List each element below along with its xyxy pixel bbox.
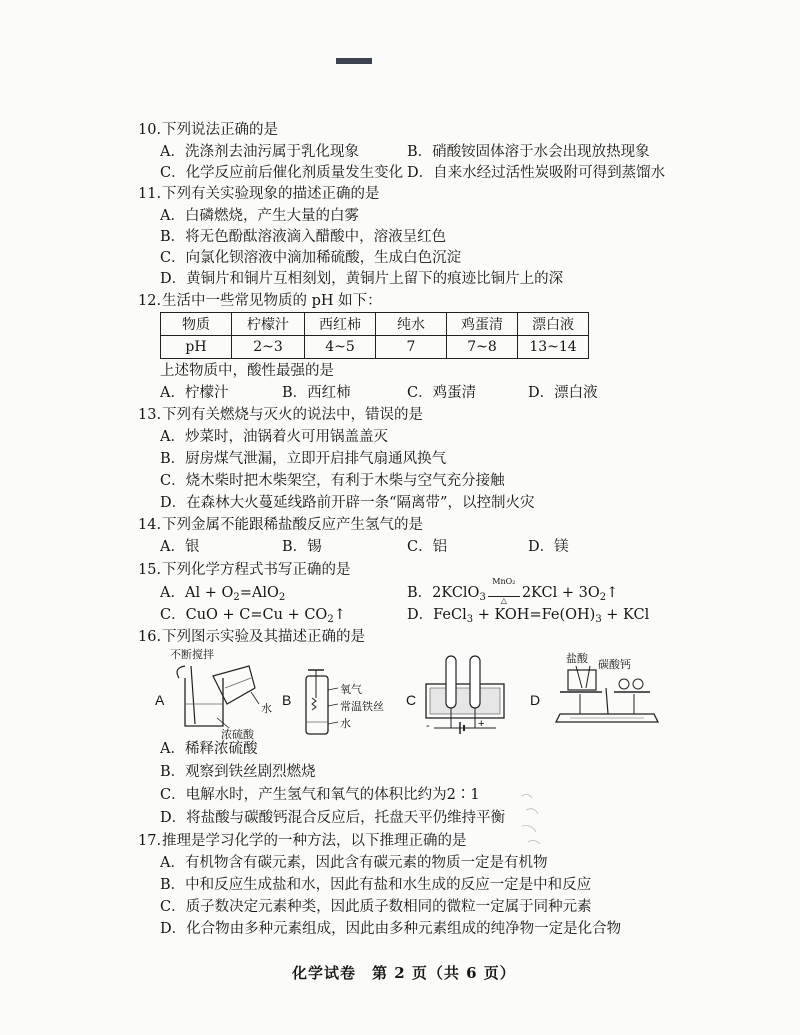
figure-a-stir-label: 不断搅拌 bbox=[170, 649, 214, 661]
q10-option-a: A．洗涤剂去油污属于乳化现象 bbox=[160, 144, 359, 160]
q14-option-c: C．铝 bbox=[407, 539, 448, 555]
q14-option-d: D．镁 bbox=[528, 539, 569, 555]
ph-table bbox=[160, 312, 589, 359]
table-cell: 纯水 bbox=[376, 313, 447, 336]
figure-a-water-label: 水 bbox=[261, 703, 272, 715]
table-cell: 2~3 bbox=[232, 336, 305, 359]
q15-option-d: D．FeCl$_3$ + $KOH=Fe(OH)_3$ + KCl bbox=[407, 607, 650, 625]
q16-option-c: C．电解水时，产生氢气和氧气的体积比约为2∶1 bbox=[160, 787, 480, 803]
table-cell: 鸡蛋清 bbox=[447, 313, 518, 336]
figure-b-water-label: 水 bbox=[340, 718, 351, 730]
figure-a-letter: A bbox=[155, 692, 165, 708]
question-15-stem: 15.下列化学方程式书写正确的是 bbox=[138, 562, 351, 578]
figure-a-acid-label: 浓硫酸 bbox=[221, 729, 254, 741]
table-cell: 柠檬汁 bbox=[232, 313, 305, 336]
q17-option-b: B．中和反应生成盐和水，因此有盐和水生成的反应一定是中和反应 bbox=[160, 877, 592, 893]
pencil-scribble-mark bbox=[518, 790, 558, 850]
table-cell: 7 bbox=[376, 336, 447, 359]
q17-option-d: D．化合物由多种元素组成，因此由多种元素组成的纯净物一定是化合物 bbox=[160, 921, 622, 937]
q11-option-d: D．黄铜片和铜片互相刻划，黄铜片上留下的痕迹比铜片上的深 bbox=[160, 271, 564, 287]
q13-option-b: B．厨房煤气泄漏，立即开启排气扇通风换气 bbox=[160, 451, 447, 467]
q11-option-b: B．将无色酚酞溶液滴入醋酸中，溶液呈红色 bbox=[160, 229, 447, 245]
question-10-stem: 10.下列说法正确的是 bbox=[138, 122, 278, 138]
page-footer: 化学试卷 第 2 页（共 6 页） bbox=[292, 964, 516, 982]
q14-option-b: B．锡 bbox=[282, 539, 322, 555]
q12-option-c: C．鸡蛋清 bbox=[407, 385, 477, 401]
q16-option-a: A．稀释浓硫酸 bbox=[160, 741, 258, 757]
q11-option-a: A．白磷燃烧，产生大量的白雾 bbox=[160, 208, 359, 224]
q17-option-c: C．质子数决定元素种类，因此质子数相同的微粒一定属于同种元素 bbox=[160, 899, 592, 915]
figure-d-letter: D bbox=[530, 692, 541, 708]
question-13-stem: 13.下列有关燃烧与灭火的说法中，错误的是 bbox=[138, 407, 423, 423]
figure-a-dilution bbox=[155, 648, 275, 741]
question-17-stem: 17.推理是学习化学的一种方法，以下推理正确的是 bbox=[138, 833, 467, 849]
table-cell: pH bbox=[161, 336, 232, 359]
q10-option-d: D．自来水经过活性炭吸附可得到蒸馏水 bbox=[407, 165, 666, 181]
q13-option-d: D．在森林大火蔓延线路前开辟一条“隔离带”，以控制火灾 bbox=[160, 495, 535, 511]
table-cell: 4~5 bbox=[305, 336, 376, 359]
figure-c-plus-label: + bbox=[478, 718, 485, 730]
q15-option-a: A．$Al + O_2=AlO_2$ bbox=[160, 585, 286, 603]
question-16-stem: 16.下列图示实验及其描述正确的是 bbox=[138, 629, 365, 645]
figure-c-minus-label: - bbox=[426, 720, 430, 732]
q17-option-a: A．有机物含有碳元素，因此含有碳元素的物质一定是有机物 bbox=[160, 855, 548, 871]
q14-option-a: A．银 bbox=[160, 539, 200, 555]
question-12-stem: 12.生活中一些常见物质的 pH 如下： bbox=[138, 293, 382, 309]
balance-diagram bbox=[530, 648, 680, 738]
beaker-pour-diagram bbox=[155, 648, 275, 738]
table-row bbox=[161, 313, 589, 336]
table-row bbox=[161, 336, 589, 359]
electrolysis-diagram bbox=[406, 648, 516, 738]
figure-d-caco3-label: 碳酸钙 bbox=[598, 659, 631, 671]
figure-b-iron-wire bbox=[282, 648, 402, 738]
table-cell: 物质 bbox=[161, 313, 232, 336]
q10-option-b: B．硝酸铵固体溶于水会出现放热现象 bbox=[407, 144, 650, 160]
table-cell: 漂白液 bbox=[518, 313, 589, 336]
q12-option-a: A．柠檬汁 bbox=[160, 385, 229, 401]
question-14-stem: 14.下列金属不能跟稀盐酸反应产生氢气的是 bbox=[138, 517, 423, 533]
figure-b-wire-label: 常温铁丝 bbox=[340, 701, 384, 713]
table-cell: 13~14 bbox=[518, 336, 589, 359]
q12-option-b: B．西红柿 bbox=[282, 385, 351, 401]
q11-option-c: C．向氯化钡溶液中滴加稀硫酸，生成白色沉淀 bbox=[160, 250, 462, 266]
q16-option-d: D．将盐酸与碳酸钙混合反应后，托盘天平仍维持平衡 bbox=[160, 810, 506, 826]
header-bar-mark bbox=[336, 58, 372, 64]
q16-option-b: B．观察到铁丝剧烈燃烧 bbox=[160, 764, 316, 780]
q10-option-c: C．化学反应前后催化剂质量发生变化 bbox=[160, 165, 404, 181]
reaction-condition-arrow: MnO₂ △ bbox=[488, 587, 520, 597]
table-cell: 7~8 bbox=[447, 336, 518, 359]
figure-b-letter: B bbox=[282, 692, 292, 708]
q15-option-b: B．2KClO$_3$ MnO₂ △ $2KCl + 3O_2↑$ bbox=[407, 577, 619, 605]
q12-follow-up: 上述物质中，酸性最强的是 bbox=[160, 363, 334, 379]
figure-d-acid-label: 盐酸 bbox=[566, 653, 588, 665]
table-cell: 西红柿 bbox=[305, 313, 376, 336]
figure-c-electrolysis bbox=[406, 648, 516, 738]
figure-c-letter: C bbox=[406, 692, 417, 708]
q15-option-c: C．CuO + $C=Cu + CO_2↑$ bbox=[160, 607, 346, 625]
q12-option-d: D．漂白液 bbox=[528, 385, 598, 401]
q13-option-c: C．烧木柴时把木柴架空，有利于木柴与空气充分接触 bbox=[160, 473, 505, 489]
figure-b-oxygen-label: 氧气 bbox=[340, 684, 362, 696]
q13-option-a: A．炒菜时，油锅着火可用锅盖盖灭 bbox=[160, 429, 388, 445]
question-11-stem: 11.下列有关实验现象的描述正确的是 bbox=[138, 186, 380, 202]
figure-d-balance bbox=[530, 648, 680, 738]
